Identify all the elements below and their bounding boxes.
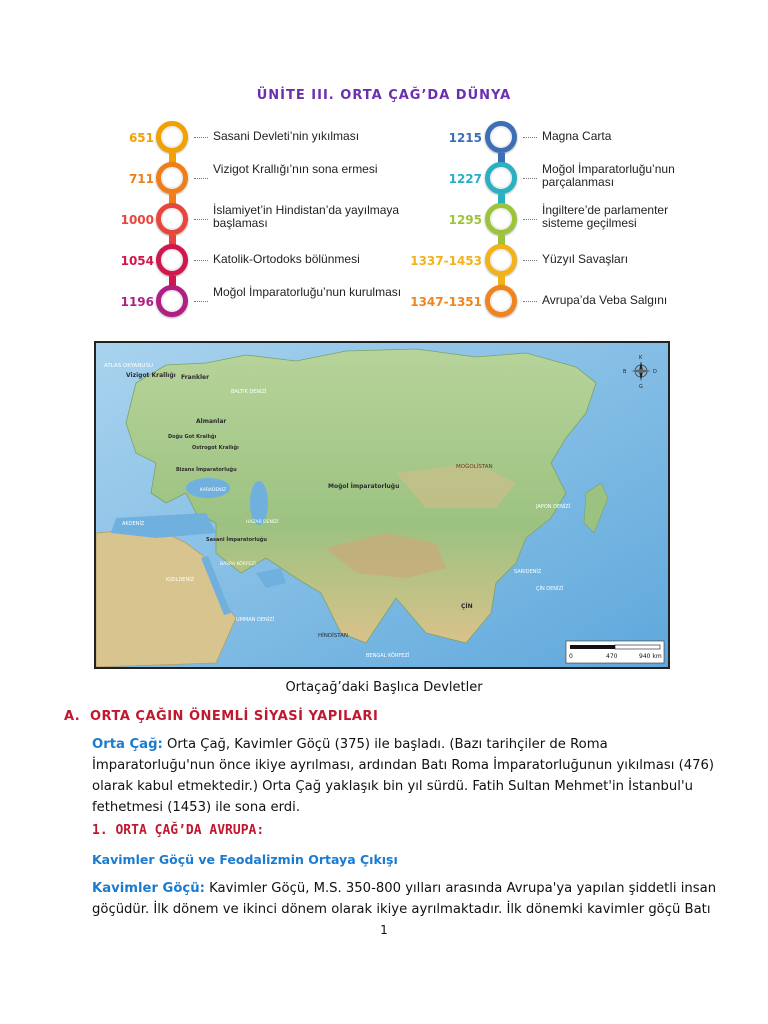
map-label-sari: SARIDENİZ (514, 569, 542, 575)
timeline-event: İslamiyet’in Hindistan’da yayılmaya başlaması (213, 203, 400, 230)
timeline-year: 651 (128, 131, 154, 145)
timeline-leader (194, 137, 208, 138)
timeline-year: 1196 (120, 295, 154, 309)
timeline-event: Sasani Devleti’nin yıkılması (213, 129, 360, 143)
section-a-heading (64, 709, 378, 724)
compass-s: G (639, 384, 643, 390)
timeline-item (112, 241, 402, 282)
page-number: 1 (380, 923, 388, 937)
timeline-leader (523, 301, 537, 302)
map-label-atlas: ATLAS OKYANUSU (104, 363, 153, 369)
map-svg (96, 343, 668, 667)
map-label-hazar: HAZAR DENİZİ (246, 520, 279, 525)
kavimler-text: Kavimler Göçü, M.S. 350-800 yılları arasında Avrupa'ya yapılan şiddetli insan göçüdür. İlk dönem ve ikinci dönem olarak ikiye ayrılmaktadır. İlk dönemki kavimler göçü Batı (92, 881, 717, 917)
timeline-event: Yüzyıl Savaşları (542, 252, 629, 266)
timeline-item (112, 200, 402, 241)
timeline-leader (523, 137, 537, 138)
timeline-year: 1215 (448, 131, 482, 145)
timeline-event: Moğol İmparatorluğu’nun parçalanması (542, 162, 675, 189)
map-label-cin: ÇİN (461, 603, 473, 610)
kavimler-lead: Kavimler Göçü: (92, 881, 205, 896)
kavimler-paragraph (92, 878, 722, 920)
section-a-title: ORTA ÇAĞIN ÖNEMLİ SİYASİ YAPILARI (90, 709, 379, 724)
map-label-bizans: Bizans İmparatorluğu (176, 467, 237, 473)
map-caption: Ortaçağ’daki Başlıca Devletler (285, 680, 483, 695)
timeline-item (410, 241, 700, 282)
subheading: Kavimler Göçü ve Feodalizmin Ortaya Çıkışı (92, 852, 398, 867)
map-label-karadeniz: KARADENİZ (200, 488, 227, 493)
compass-w: B (623, 369, 627, 375)
compass-e: D (653, 369, 657, 375)
timeline-item (112, 118, 402, 159)
timeline-item (112, 282, 402, 323)
scale-0: 0 (569, 653, 573, 660)
timeline-leader (194, 301, 208, 302)
timeline-circle-icon (156, 244, 188, 276)
timeline-circle-icon (485, 285, 517, 317)
timeline-left (112, 118, 402, 323)
timeline-leader (523, 178, 537, 179)
timeline-circle-icon (156, 162, 188, 194)
timeline-year: 1054 (120, 254, 154, 268)
timeline-event: Vizigot Krallığı’nın sona ermesi (213, 162, 378, 176)
map-label-sasani: Sasani İmparatorluğu (206, 537, 267, 543)
historical-map (94, 341, 670, 669)
timeline-event: Magna Carta (542, 129, 612, 143)
caspian-sea (250, 481, 268, 525)
timeline-circle-icon (485, 121, 517, 153)
section-1-heading: 1. ORTA ÇAĞ’DA AVRUPA: (92, 823, 265, 838)
map-label-baltik: BALTIK DENİZİ (231, 389, 267, 395)
map-label-hindistan: HİNDİSTAN (318, 633, 349, 639)
unit-title: ÜNİTE III. ORTA ÇAĞ’DA DÜNYA (256, 88, 512, 103)
map-label-bengal: BENGAL KÖRFEZİ (366, 653, 410, 659)
timeline-year: 1227 (448, 172, 482, 186)
map-scale-bar (566, 641, 664, 663)
timeline-year: 1347-1351 (410, 295, 482, 309)
map-label-basra: BASRA KÖRFEZİ (220, 562, 256, 567)
scale-470: 470 (606, 653, 618, 660)
timeline-leader (194, 219, 208, 220)
map-label-akdeniz: AKDENİZ (122, 521, 145, 527)
timeline-item (410, 200, 700, 241)
timeline-circle-icon (485, 244, 517, 276)
timeline-year: 1295 (448, 213, 482, 227)
timeline-year: 1337-1453 (410, 254, 482, 268)
map-label-kizildeniz: KIZILDENİZ (166, 577, 195, 583)
timeline-circle-icon (485, 203, 517, 235)
orta-cag-text: Orta Çağ, Kavimler Göçü (375) ile başladı. (Bazı tarihçiler de Roma İmparatorluğu'nun önce ikiye ayrılması, ardından Batı Roma İmparatorluğunun yıkılması (476) olarak kabul etmektedir.) Orta Çağ yaklaşık bin yıl sürdü. Fatih Sultan Mehmet'in İstanbul'u fethetmesi (1453) ile sona erdi. (92, 737, 715, 815)
orta-cag-paragraph (92, 734, 722, 818)
scale-940: 940 km (639, 653, 662, 660)
map-label-almanlar: Almanlar (196, 418, 227, 425)
timeline-event: Katolik-Ortodoks bölünmesi (213, 252, 360, 266)
map-label-frankler: Frankler (181, 374, 210, 381)
timeline-leader (523, 219, 537, 220)
timeline-circle-icon (156, 285, 188, 317)
section-a-letter: A. (64, 709, 81, 724)
timeline-item (410, 118, 700, 159)
timeline-circle-icon (156, 203, 188, 235)
timeline-event: Avrupa’da Veba Salgını (542, 293, 668, 307)
timeline-item (410, 282, 700, 323)
timeline-leader (194, 178, 208, 179)
map-label-vizigot: Vizigot Krallığı (126, 372, 176, 379)
timeline-year: 711 (128, 172, 154, 186)
map-label-japon: JAPON DENİZİ (536, 504, 571, 510)
timeline-event: Moğol İmparatorluğu’nun kurulması (213, 285, 402, 299)
timeline-right (410, 118, 700, 323)
timeline-item (112, 159, 402, 200)
map-label-umman: UMMAN DENİZİ (236, 617, 275, 623)
timeline-circle-icon (156, 121, 188, 153)
map-label-ostrogot: Ostrogot Krallığı (192, 445, 239, 451)
map-label-cin-denizi: ÇİN DENİZİ (536, 586, 564, 592)
map-label-mogolistan: MOĞOLİSTAN (456, 464, 493, 470)
orta-cag-lead: Orta Çağ: (92, 737, 163, 752)
compass-n: K (639, 355, 643, 361)
timeline-circle-icon (485, 162, 517, 194)
map-label-dogu-got: Doğu Got Krallığı (168, 434, 217, 440)
map-label-mogol-imp: Moğol İmparatorluğu (328, 483, 400, 490)
timeline-year: 1000 (120, 213, 154, 227)
timeline-leader (523, 260, 537, 261)
timeline-leader (194, 260, 208, 261)
timeline-event: İngiltere’de parlamenter sisteme geçilmesi (542, 203, 669, 230)
timeline-item (410, 159, 700, 200)
